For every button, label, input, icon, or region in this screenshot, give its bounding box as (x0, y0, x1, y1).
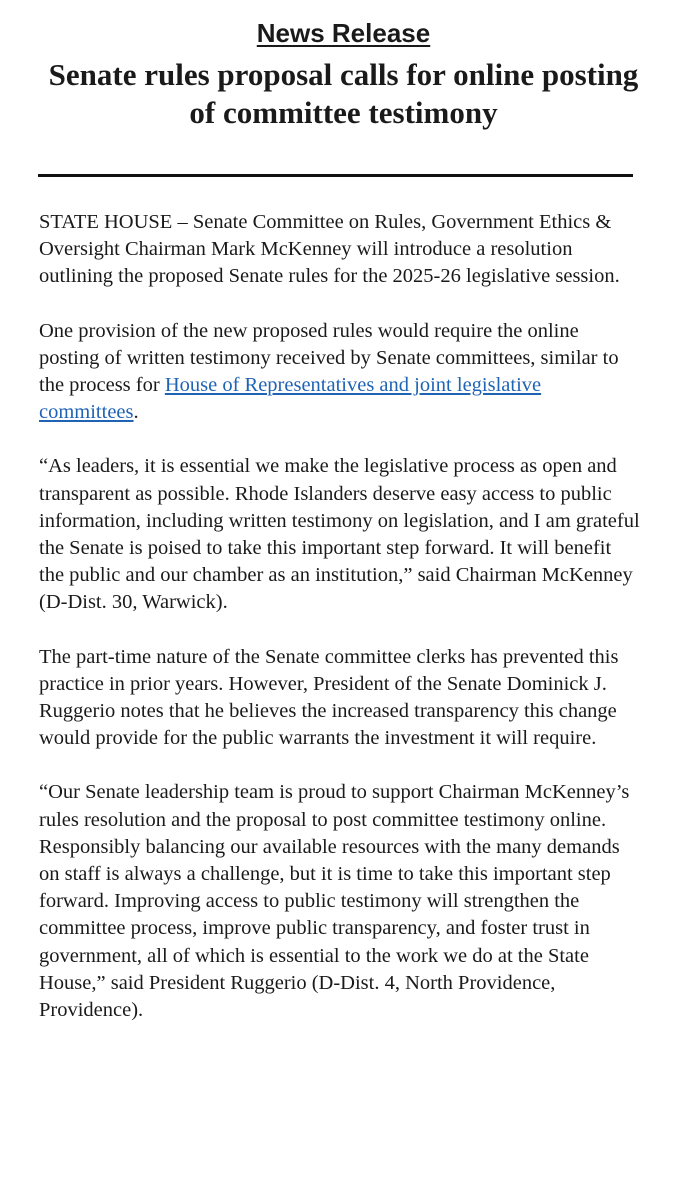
paragraph-mckenney-quote: “As leaders, it is essential we make the legislative process as open and transparent as possible. Rhode Islanders deserve easy access to public information, including written testimony on legislation, and I am grateful the Senate is poised to take this important step forward. It will benefit the public and our chamber as an institution,” said Chairman McKenney (D-Dist. 30, Warwick). (39, 455, 640, 614)
paragraph-provision-text: One provision of the new proposed rules would require the online posting of written testimony received by Senate committees, similar to the process for (39, 319, 619, 397)
house-committees-link[interactable]: House of Representatives and joint legislative committees (39, 374, 542, 424)
article-body (39, 209, 641, 1051)
paragraph-intro: STATE HOUSE – Senate Committee on Rules, Government Ethics & Oversight Chairman Mark McKenney will introduce a resolution outlining the proposed Senate rules for the 2025-26 legislative session. (39, 211, 620, 288)
news-release-label: News Release (256, 18, 431, 48)
paragraph-provision (39, 318, 641, 427)
headline: Senate rules proposal calls for online posting of committee testimony (48, 57, 639, 130)
paragraph-ruggerio-quote: “Our Senate leadership team is proud to support Chairman McKenney’s rules resolution and the proposal to post committee testimony online. Responsibly balancing our available resources with the many demands on staff is always a challenge, but it is time to take this important step forward. Improving access to public testimony will strengthen the committee process, improve public transparency, and foster trust in government, all of which is essential to the work we do at the State House,” said President Ruggerio (D-Dist. 4, North Providence, Providence). (39, 781, 630, 1022)
paragraph-clerks: The part-time nature of the Senate committee clerks has prevented this practice in prior years. However, President of the Senate Dominick J. Ruggerio notes that he believes the increased transparency this change would provide for the public warrants the investment it will require. (39, 645, 619, 750)
paragraph-provision-end: . (133, 401, 139, 424)
divider (38, 174, 633, 177)
